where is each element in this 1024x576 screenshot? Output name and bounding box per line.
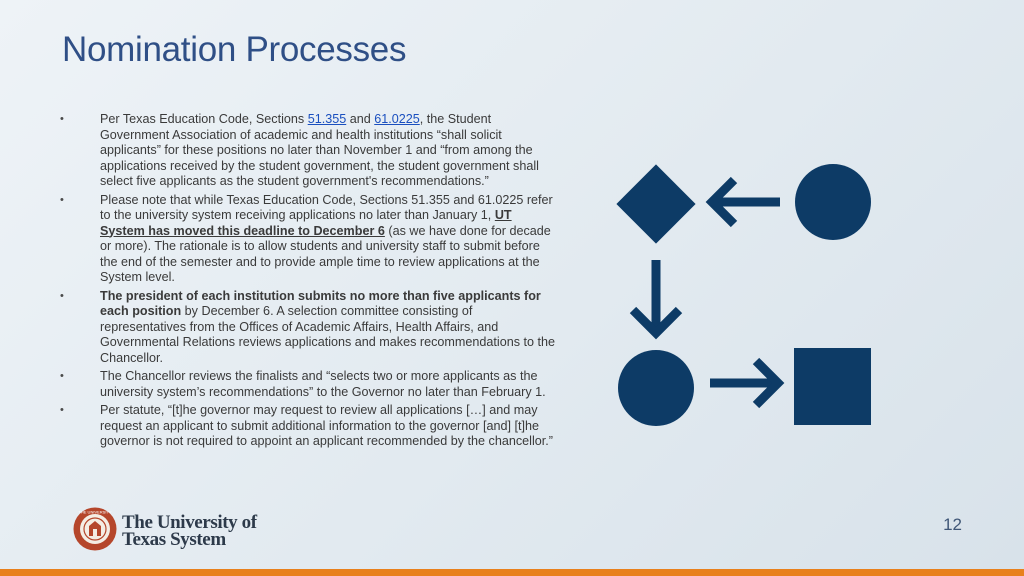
- page-number: 12: [943, 515, 962, 534]
- arrow-down-icon: [633, 260, 679, 333]
- code-section-51-355-link[interactable]: 51.355: [307, 112, 347, 126]
- bullet-marker: •: [60, 289, 64, 302]
- bullet-list: [56, 112, 556, 453]
- bullet-marker: •: [60, 404, 64, 416]
- process-flow-diagram: [600, 150, 890, 440]
- page-title: Nomination Processes: [62, 30, 407, 69]
- list-item: • Per statute, “[t]he governor may request to review all applications […] and may request an applicant to submit additional information to the governor [and] [t]he governor is not required to appoint an applicant recommended by the chancellor.”: [60, 403, 553, 448]
- list-item: • Please note that while Texas Education Code, Sections 51.355 and 61.0225 refer to the university system receiving applications no later than January 1, UT System has moved this deadline to December 6 (as we have done for decade or more). The rationale is to allow students and university staff to submit before the end of the semester and to provide ample time to review applications at the System level.: [60, 192, 553, 284]
- ut-system-seal: [72, 506, 122, 552]
- logo-line-1: The University of: [122, 512, 257, 533]
- logo-line-2: Texas System: [122, 529, 226, 550]
- bullet-marker: •: [60, 193, 64, 206]
- diamond-icon: [616, 164, 695, 243]
- bullet-marker: •: [60, 113, 64, 125]
- svg-text:THE UNIVERSITY: THE UNIVERSITY: [78, 509, 112, 515]
- arrow-right-icon: [710, 361, 778, 405]
- organization-logo-text: [122, 514, 282, 548]
- bullet-marker: •: [60, 370, 64, 382]
- arrow-left-icon: [712, 180, 780, 224]
- circle-icon: [795, 164, 871, 240]
- code-section-61-0225-link[interactable]: 61.0225: [374, 112, 420, 126]
- circle-icon: [618, 350, 694, 426]
- deadline-emphasis: UT System has moved this deadline to December 6: [100, 208, 512, 238]
- list-item: • The president of each institution submits no more than five applicants for each position by December 6. A selection committee consisting of representatives from the Offices of Academic Affairs, Health Affairs, and Governmental Relations reviews applications and makes recommendations to the Chancellor.: [60, 288, 556, 365]
- bottom-accent-bar: [0, 569, 1024, 576]
- list-item: • The Chancellor reviews the finalists and “selects two or more applicants as the university system’s recommendations” to the Governor no later than February 1.: [60, 369, 546, 399]
- list-item: • Per Texas Education Code, Sections 51.355 and 61.0225, the Student Government Association of academic and health institutions “shall solicit applicants” for these positions no later than November 1 and “from among the applications received by the student government, the student government shall select five applicants as the student government's recommendations.”: [60, 112, 539, 188]
- bold-statement: The president of each institution submits no more than five applicants for each position: [100, 288, 541, 318]
- square-icon: [794, 348, 871, 425]
